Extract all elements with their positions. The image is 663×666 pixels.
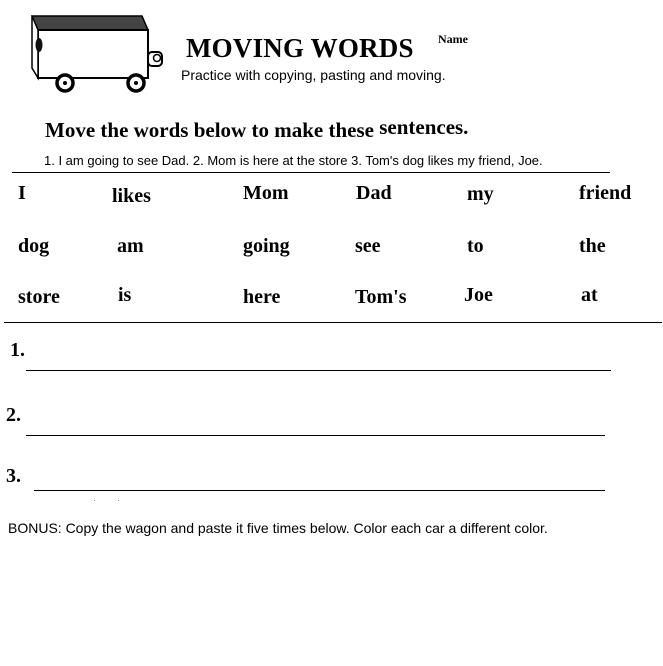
word-tile[interactable]: the — [579, 235, 606, 257]
word-tile[interactable]: dog — [18, 235, 50, 257]
word-tile[interactable]: am — [117, 235, 144, 257]
name-label: Name — [438, 32, 468, 46]
wagon-icon — [28, 12, 170, 96]
word-tile[interactable]: my — [467, 183, 494, 205]
word-bank-divider — [4, 322, 662, 323]
example-sentences: 1. I am going to see Dad. 2. Mom is here at the store 3. Tom's dog likes my friend, Joe. — [44, 153, 543, 168]
instructions-text: Move the words below to make these — [45, 118, 374, 142]
word-tile[interactable]: see — [355, 235, 381, 257]
answer-number-2: 2. — [6, 404, 21, 426]
bonus-instructions: BONUS: Copy the wagon and paste it five times below. Color each car a different color. — [8, 520, 548, 536]
word-tile[interactable]: to — [467, 235, 484, 257]
answer-line-3[interactable] — [34, 490, 605, 491]
instructions — [45, 115, 469, 143]
word-tile[interactable]: Tom's — [355, 286, 407, 308]
word-tile[interactable]: here — [243, 286, 281, 308]
word-tile[interactable]: at — [581, 284, 598, 306]
word-tile[interactable]: I — [18, 182, 26, 204]
instructions-last-word: sentences. — [379, 115, 469, 139]
word-tile[interactable]: friend — [579, 182, 632, 204]
word-tile[interactable]: likes — [112, 185, 151, 207]
word-tile[interactable]: store — [18, 286, 60, 308]
word-tile[interactable]: Mom — [243, 182, 289, 204]
subtitle: Practice with copying, pasting and moving. — [181, 67, 446, 83]
answer-line-2[interactable] — [26, 435, 605, 436]
page-title: MOVING WORDS — [186, 33, 414, 63]
word-tile[interactable]: Joe — [464, 284, 493, 306]
word-tile[interactable]: Dad — [356, 182, 392, 204]
examples-underline — [12, 172, 610, 173]
word-tile[interactable]: going — [243, 235, 290, 257]
answer-number-1: 1. — [10, 339, 25, 361]
answer-line-1[interactable] — [26, 370, 611, 371]
answer-number-3: 3. — [6, 465, 21, 487]
word-tile[interactable]: is — [118, 284, 132, 306]
stray-dots — [94, 500, 124, 503]
